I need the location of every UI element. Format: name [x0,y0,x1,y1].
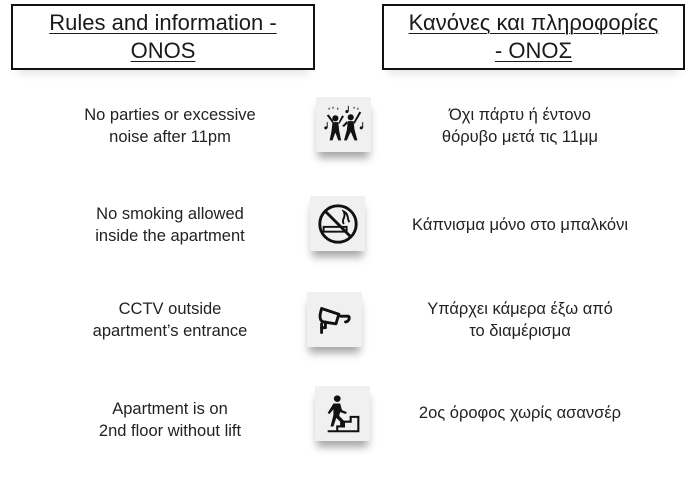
rule-3-greek-line2: το διαμέρισμα [469,322,571,340]
rule-4-english [60,398,280,442]
rule-1-greek-line1: Όχι πάρτυ ή έντονο [449,106,591,124]
rule-3-greek-line1: Υπάρχει κάμερα έξω από [427,300,613,318]
rule-1-greek-line2: θόρυβο μετά τις 11μμ [441,128,599,146]
rule-3-greek [400,298,640,342]
rule-2-english [60,203,280,247]
rule-2-english-line1: No smoking allowed [96,205,244,223]
rule-1-greek [400,104,640,148]
stairs-climbing-icon [315,386,370,441]
rule-4-greek [390,402,650,424]
header-greek-line1: Κανόνες και πληροφορίες [408,10,659,35]
dancing-party-icon [316,97,371,152]
no-smoking-icon [310,196,365,251]
header-english-line2: ONOS [130,38,196,63]
rule-3-english [60,298,280,342]
header-english [11,4,315,70]
rule-2-greek [390,214,650,236]
rule-4-english-line2: 2nd floor without lift [98,422,242,440]
rule-3-english-line1: CCTV outside [118,300,222,318]
rule-1-english [60,104,280,148]
rule-4-greek-line1: 2ος όροφος χωρίς ασανσέρ [418,404,622,422]
rule-3-english-line2: apartment’s entrance [92,322,248,340]
header-greek [382,4,685,70]
cctv-camera-icon [307,292,362,347]
header-english-line1: Rules and information - [49,10,277,35]
header-greek-line2: - ΟΝΟΣ [494,38,573,63]
rule-2-greek-line1: Κάπνισμα μόνο στο μπαλκόνι [412,216,628,234]
rule-2-english-line2: inside the apartment [95,227,245,245]
rule-4-english-line1: Apartment is on [112,400,228,418]
rule-1-english-line1: No parties or excessive [84,106,256,124]
rule-1-english-line2: noise after 11pm [109,128,231,146]
